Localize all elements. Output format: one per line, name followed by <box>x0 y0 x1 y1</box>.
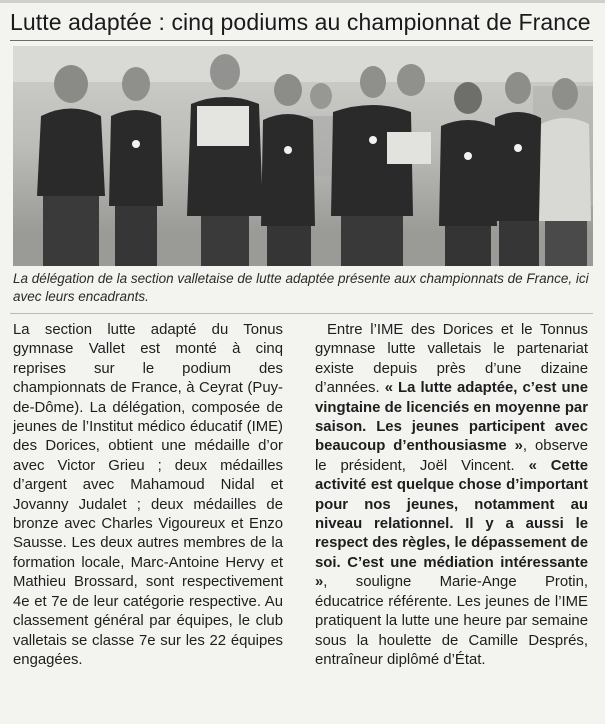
group-photo-illustration <box>13 46 593 266</box>
caption-separator <box>10 313 593 314</box>
col2-intro: Entre l’IME des Dorices et le Tonnus gymnase lutte valletais le partenariat existe depuis près d’une dizaine d’années. <box>315 322 588 397</box>
article-column-left: La section lutte adapté du Tonus gymnase Vallet est monté à cinq reprises sur le podium des championnats de France, à Ceyrat (Puy-de-Dôme). La délégation, composée de jeunes de l’Institut médico éducatif (IME) des Dorices, obtient une médaille d’or avec Victor Grieu ; deux médailles d’argent avec Mahamoud Nidal et Jovanny Judalet ; deux médailles de bronze avec Charles Vigoureux et Enzo Sausse. Les deux autres membres de la formation locale, Marc-Antoine Hervy et Mathieu Brossard, sont respectivement 4e et 7e de leur catégorie respective. Au classement général par équipes, le club valletais se classe 7e sur les 22 équipes engagées. <box>13 322 283 668</box>
col2-attribution-president: , observe le président, Joël Vincent. <box>315 438 588 474</box>
col2-attribution-educator: , souligne Marie-Ange Protin, éducatrice référente. Les jeunes de l’IME pratiquent la lutte une heure par semaine sous la houlette de Camille Després, entraîneur diplômé d’État. <box>315 574 588 668</box>
quote-educator: « Cette activité est quelque chose d’important pour nos jeunes, notamment au niveau relationnel. Il y a aussi le respect des règles, le dépassement de soi. C’est une médiation intéressante » <box>315 457 589 591</box>
headline: Lutte adaptée : cinq podiums au championnat de France <box>10 9 591 35</box>
headline-rule <box>10 40 593 41</box>
group-photo <box>13 46 593 266</box>
photo-caption: La délégation de la section valletaise de lutte adaptée présente aux championnats de France, ici avec leurs encadrants. <box>13 271 589 304</box>
quote-president: « La lutte adaptée, c’est une vingtaine de licenciés en moyenne par saison. Les jeunes participent avec beaucoup d’enthousiasme » <box>315 380 589 455</box>
article-column-right <box>315 321 588 670</box>
